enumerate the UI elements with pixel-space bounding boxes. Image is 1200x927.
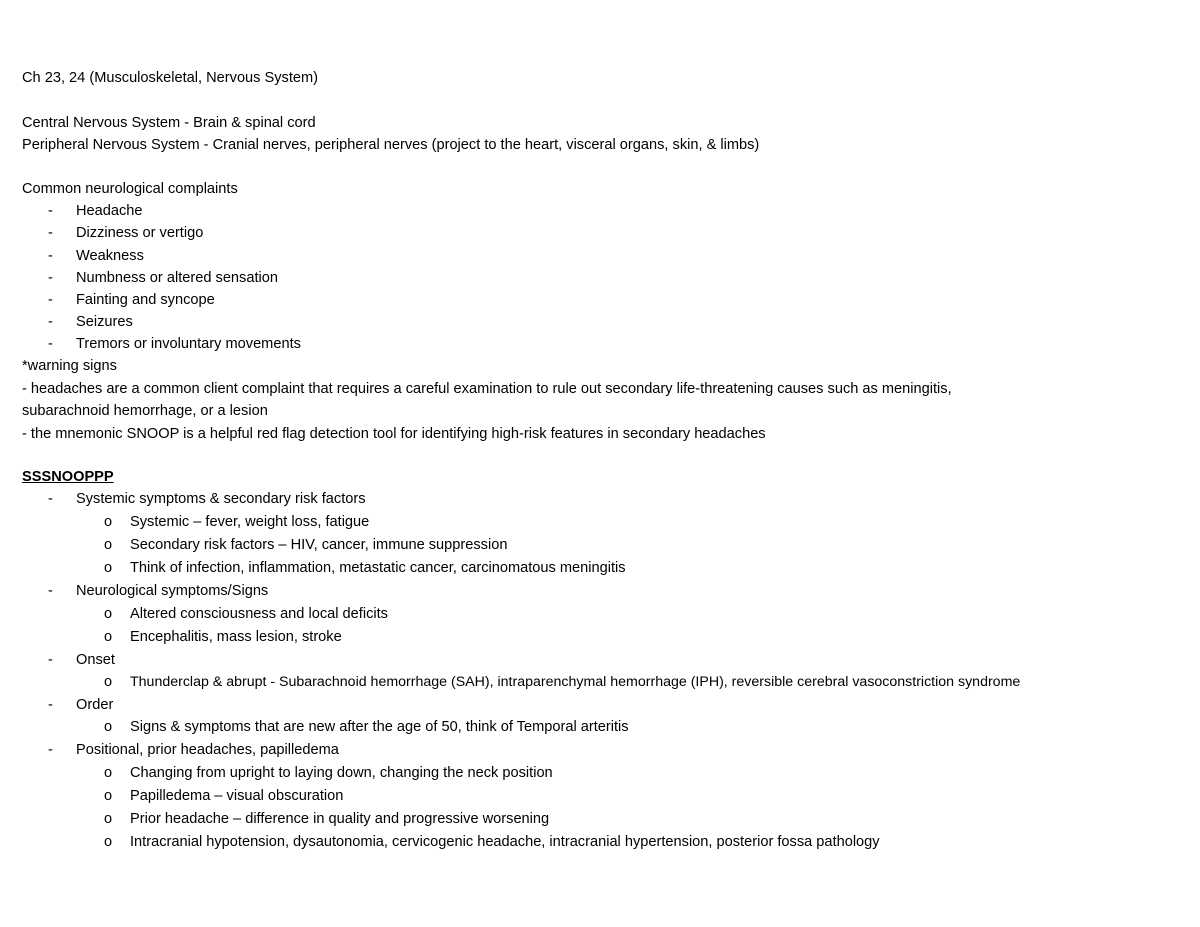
dash-bullet: - bbox=[48, 742, 53, 758]
snoop-subitem: Systemic – fever, weight loss, fatigue bbox=[130, 514, 370, 530]
dash-bullet: - bbox=[48, 248, 53, 264]
snoop-subitem: Papilledema – visual obscuration bbox=[130, 788, 344, 804]
dash-bullet: - bbox=[48, 292, 53, 308]
dash-bullet: - bbox=[48, 225, 53, 241]
snoop-subitem: Think of infection, inflammation, metastatic cancer, carcinomatous meningitis bbox=[130, 560, 626, 576]
dash-bullet: - bbox=[48, 203, 53, 219]
complaint-item: Tremors or involuntary movements bbox=[76, 336, 301, 352]
snoop-section-label: Neurological symptoms/Signs bbox=[76, 583, 269, 599]
warning-text-line: - headaches are a common client complaint that requires a careful examination to rule out secondary life-threatening causes such as meningitis, bbox=[22, 381, 952, 397]
dash-bullet: - bbox=[48, 314, 53, 330]
circle-bullet: o bbox=[104, 560, 113, 576]
warning-heading: *warning signs bbox=[22, 358, 117, 374]
warning-text-line: subarachnoid hemorrhage, or a lesion bbox=[22, 403, 268, 419]
circle-bullet: o bbox=[104, 606, 113, 622]
circle-bullet: o bbox=[104, 629, 113, 645]
circle-bullet: o bbox=[104, 788, 113, 804]
dash-bullet: - bbox=[48, 697, 53, 713]
circle-bullet: o bbox=[104, 514, 113, 530]
snoop-subitem: Intracranial hypotension, dysautonomia, cervicogenic headache, intracranial hypertension, posterior fossa pathology bbox=[130, 834, 880, 850]
dash-bullet: - bbox=[48, 652, 53, 668]
complaint-item: Seizures bbox=[76, 314, 133, 330]
snoop-section-label: Order bbox=[76, 697, 114, 713]
dash-bullet: - bbox=[48, 270, 53, 286]
snoop-subitem: Thunderclap & abrupt - Subarachnoid hemorrhage (SAH), intraparenchymal hemorrhage (IPH), reversible cerebral vasoconstriction syndrome bbox=[130, 674, 1021, 690]
complaint-item: Dizziness or vertigo bbox=[76, 225, 204, 241]
circle-bullet: o bbox=[104, 811, 113, 827]
snoop-subitem: Encephalitis, mass lesion, stroke bbox=[130, 629, 342, 645]
dash-bullet: - bbox=[48, 491, 53, 507]
dash-bullet: - bbox=[48, 336, 53, 352]
snoop-section-label: Onset bbox=[76, 652, 115, 668]
dash-bullet: - bbox=[48, 583, 53, 599]
complaint-item: Headache bbox=[76, 203, 143, 219]
snoop-subitem: Secondary risk factors – HIV, cancer, immune suppression bbox=[130, 537, 508, 553]
snoop-subitem: Signs & symptoms that are new after the age of 50, think of Temporal arteritis bbox=[130, 719, 629, 735]
snoop-section-label: Systemic symptoms & secondary risk factors bbox=[76, 491, 366, 507]
warning-text-line: - the mnemonic SNOOP is a helpful red flag detection tool for identifying high-risk features in secondary headaches bbox=[22, 426, 766, 442]
complaints-heading: Common neurological complaints bbox=[22, 181, 238, 197]
complaint-item: Fainting and syncope bbox=[76, 292, 215, 308]
circle-bullet: o bbox=[104, 674, 113, 690]
circle-bullet: o bbox=[104, 765, 113, 781]
snoop-subitem: Altered consciousness and local deficits bbox=[130, 606, 388, 622]
cns-definition: Central Nervous System - Brain & spinal cord bbox=[22, 115, 316, 131]
pns-definition: Peripheral Nervous System - Cranial nerves, peripheral nerves (project to the heart, visceral organs, skin, & limbs) bbox=[22, 137, 760, 153]
snoop-subitem: Changing from upright to laying down, changing the neck position bbox=[130, 765, 553, 781]
snoop-subitem: Prior headache – difference in quality and progressive worsening bbox=[130, 811, 550, 827]
snoop-section-label: Positional, prior headaches, papilledema bbox=[76, 742, 339, 758]
circle-bullet: o bbox=[104, 537, 113, 553]
complaint-item: Weakness bbox=[76, 248, 144, 264]
circle-bullet: o bbox=[104, 834, 113, 850]
snoop-heading: SSSNOOPPP bbox=[22, 469, 114, 485]
complaint-item: Numbness or altered sensation bbox=[76, 270, 278, 286]
page-title: Ch 23, 24 (Musculoskeletal, Nervous System) bbox=[22, 70, 319, 86]
circle-bullet: o bbox=[104, 719, 113, 735]
